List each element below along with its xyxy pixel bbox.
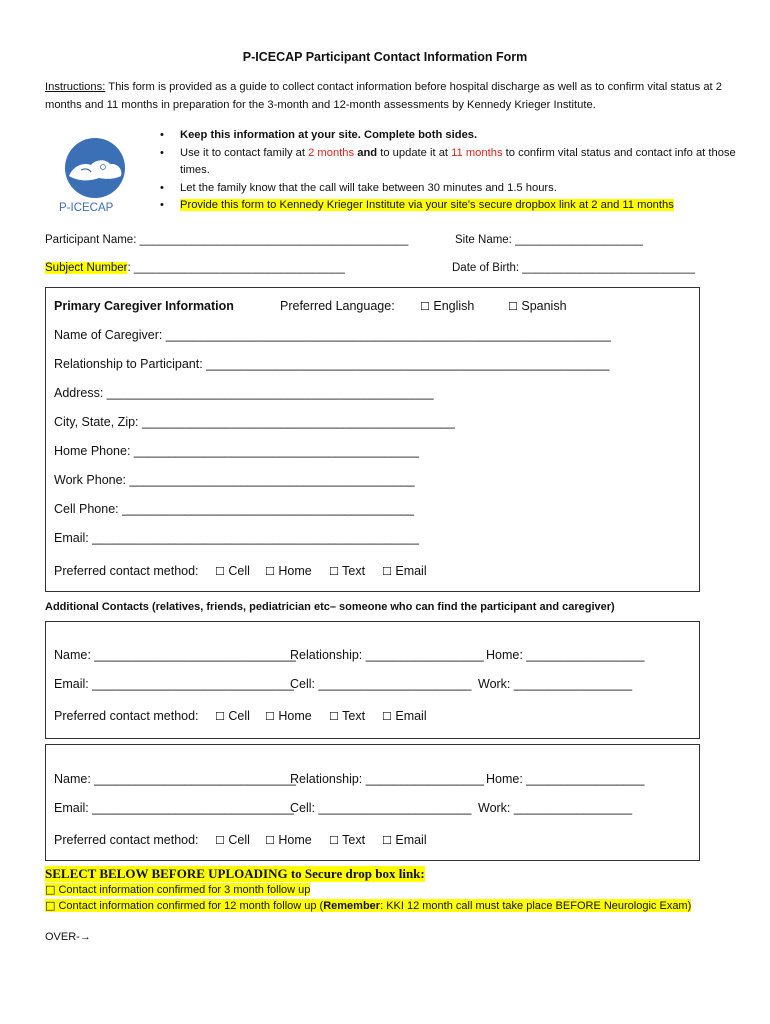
checkbox-icon: ☐ (265, 834, 275, 847)
checkbox-icon: ☐ (329, 565, 339, 578)
additional-contacts-heading: Additional Contacts (relatives, friends, pediatrician etc– someone who can find the participant and caregiver) (45, 601, 615, 613)
home-phone-field[interactable]: Home Phone: _________________________________________ (54, 444, 419, 458)
contact2-home-field[interactable]: Home: _________________ (486, 772, 645, 786)
city-state-zip-field[interactable]: City, State, Zip: _____________________________________________ (54, 415, 455, 429)
contact2-cell-field[interactable]: Cell: ______________________ (290, 801, 472, 815)
contact2-email-field[interactable]: Email: _____________________________ (54, 801, 294, 815)
email-field[interactable]: Email: _______________________________________________ (54, 531, 419, 545)
logo-text: P-ICECAP (59, 202, 114, 214)
arrow-right-icon: → (79, 931, 91, 943)
text-option[interactable]: ☐ Text (329, 564, 366, 578)
bullet-1: • Keep this information at your site. Complete both sides. (160, 127, 750, 145)
instructions (45, 78, 735, 114)
contact1-name-field[interactable]: Name: _____________________________ (54, 648, 296, 662)
bullet-3: • Let the family know that the call will take between 30 minutes and 1.5 hours. (160, 180, 750, 198)
email-option[interactable]: ☐ Email (382, 564, 427, 578)
checkbox-icon: ☐ (329, 710, 339, 723)
confirm-3-month-option[interactable]: □ Contact information confirmed for 3 month follow up (45, 883, 311, 896)
checkbox-icon[interactable]: ☐ (420, 300, 430, 313)
checkbox-icon: ☐ (215, 834, 225, 847)
contact2-text-option[interactable]: ☐ Text (329, 833, 366, 847)
picecap-logo (55, 136, 135, 218)
page-title: P-ICECAP Participant Contact Information Form (242, 50, 528, 64)
contact2-cell-option[interactable]: ☐ Cell (215, 833, 250, 847)
participant-name-field[interactable]: Participant Name: __________________________________________ (45, 234, 409, 246)
bullet-4: • Provide this form to Kennedy Krieger Institute via your site's secure dropbox link at 2 and 11 months (160, 197, 750, 215)
contact1-email-option[interactable]: ☐ Email (382, 709, 427, 723)
contact1-relationship-field[interactable]: Relationship: _________________ (290, 648, 484, 662)
checkbox-icon: ☐ (382, 834, 392, 847)
contact2-name-field[interactable]: Name: _____________________________ (54, 772, 296, 786)
spanish-option[interactable]: ☐ Spanish (508, 299, 567, 313)
contact1-cell-field[interactable]: Cell: ______________________ (290, 677, 472, 691)
work-phone-field[interactable]: Work Phone: _________________________________________ (54, 473, 415, 487)
preferred-contact-method-label: Preferred contact method: (54, 564, 199, 578)
contact2-work-field[interactable]: Work: _________________ (478, 801, 633, 815)
contact1-home-field[interactable]: Home: _________________ (486, 648, 645, 662)
contact2-pcm-label: Preferred contact method: (54, 833, 199, 847)
home-option[interactable]: ☐ Home (265, 564, 312, 578)
primary-heading: Primary Caregiver Information (54, 299, 234, 313)
checkbox-icon: ☐ (382, 710, 392, 723)
instructions-label: Instructions: (45, 81, 106, 93)
instructions-text: This form is provided as a guide to collect contact information before hospital discharge as well as to confirm vital status at 2 months and 11 months in preparation for the 3-month and 12-month assessments by Kennedy Krieger Institute. (45, 81, 722, 111)
contact2-home-option[interactable]: ☐ Home (265, 833, 312, 847)
contact1-work-field[interactable]: Work: _________________ (478, 677, 633, 691)
contact2-email-option[interactable]: ☐ Email (382, 833, 427, 847)
checkbox-icon[interactable]: ☐ (508, 300, 518, 313)
site-name-field[interactable]: Site Name: ____________________ (455, 234, 643, 246)
contact1-text-option[interactable]: ☐ Text (329, 709, 366, 723)
preferred-language-label: Preferred Language: (280, 299, 395, 313)
subject-number-label: Subject Number (45, 262, 128, 274)
small-box-icon: □ (45, 899, 56, 912)
subject-number-field[interactable]: Subject Number: _________________________________ (45, 262, 345, 274)
checkbox-icon: ☐ (215, 710, 225, 723)
contact1-home-option[interactable]: ☐ Home (265, 709, 312, 723)
over-label: OVER-→ (45, 931, 91, 943)
confirm-12-month-option[interactable]: □ Contact information confirmed for 12 month follow up (Remember: KKI 12 month call must take place BEFORE Neurologic Exam) (45, 899, 692, 912)
contact2-relationship-field[interactable]: Relationship: _________________ (290, 772, 484, 786)
checkbox-icon: ☐ (382, 565, 392, 578)
bullet-list (160, 127, 750, 215)
cell-option[interactable]: ☐ Cell (215, 564, 250, 578)
relationship-field[interactable]: Relationship to Participant: __________________________________________________________ (54, 357, 610, 371)
english-option[interactable]: ☐ English (420, 299, 475, 313)
checkbox-icon: ☐ (329, 834, 339, 847)
contact1-pcm-label: Preferred contact method: (54, 709, 199, 723)
checkbox-icon: ☐ (215, 565, 225, 578)
cell-phone-field[interactable]: Cell Phone: __________________________________________ (54, 502, 415, 516)
checkbox-icon: ☐ (265, 710, 275, 723)
dob-field[interactable]: Date of Birth: ___________________________ (452, 262, 695, 274)
caregiver-name-field[interactable]: Name of Caregiver: ________________________________________________________________ (54, 328, 611, 342)
contact1-email-field[interactable]: Email: _____________________________ (54, 677, 294, 691)
select-heading: SELECT BELOW BEFORE UPLOADING to Secure drop box link: (45, 866, 425, 881)
address-field[interactable]: Address: _______________________________________________ (54, 386, 434, 400)
small-box-icon: □ (45, 883, 56, 896)
bullet-2: • Use it to contact family at 2 months and to update it at 11 months to confirm vital status and contact info at those times. (160, 145, 750, 180)
checkbox-icon: ☐ (265, 565, 275, 578)
contact1-cell-option[interactable]: ☐ Cell (215, 709, 250, 723)
